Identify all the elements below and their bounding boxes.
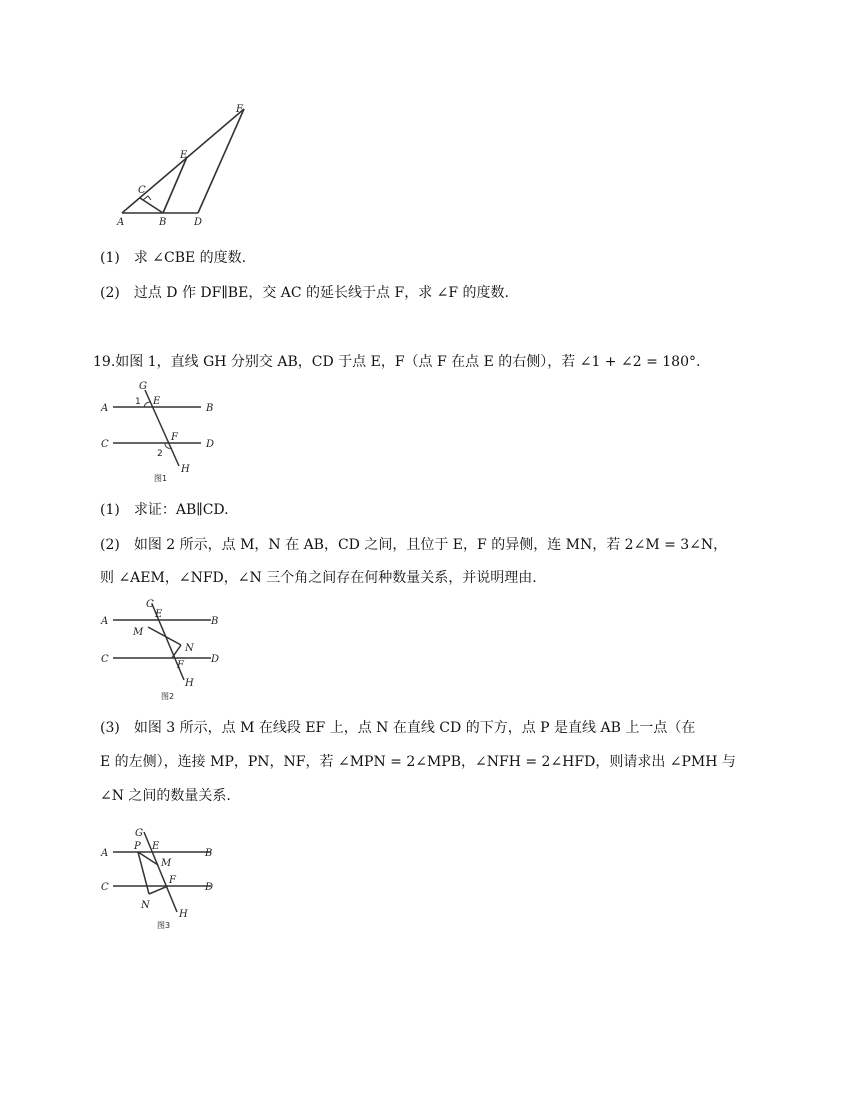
q19-part1: (1) 求证：AB∥CD. xyxy=(100,502,229,518)
label-M: M xyxy=(133,627,144,638)
label-H: H xyxy=(181,464,190,475)
label-D: D xyxy=(205,882,214,893)
figure-3-svg xyxy=(97,824,227,934)
label-E: E xyxy=(155,609,163,620)
q19-stem: 19.如图 1，直线 GH 分别交 AB，CD 于点 E，F（点 F 在点 E 的右侧），若 ∠1 + ∠2 = 180°. xyxy=(93,354,701,370)
q19-part3-line2: E 的左侧），连接 MP，PN，NF，若 ∠MPN = 2∠MPB，∠NFH = 2∠HFD，则请求出 ∠PMH 与 xyxy=(100,754,736,770)
label-D: D xyxy=(211,654,220,665)
label-F: F xyxy=(169,875,176,886)
label-B: B xyxy=(211,616,219,627)
label-E: E xyxy=(153,396,161,407)
label-F: F xyxy=(171,432,178,443)
figure-3-caption: 图3 xyxy=(157,921,171,930)
figure-3 xyxy=(97,824,227,934)
q19-part2-line2: 则 ∠AEM，∠NFD，∠N 三个角之间存在何种数量关系，并说明理由. xyxy=(100,570,537,586)
q19-part3-line1: (3) 如图 3 所示，点 M 在线段 EF 上，点 N 在直线 CD 的下方，点 P 是直线 AB 上一点（在 xyxy=(100,720,696,736)
label-A: A xyxy=(101,848,109,859)
figure-triangle xyxy=(110,100,260,230)
figure-2-svg xyxy=(97,596,227,704)
label-A: A xyxy=(117,217,125,228)
label-G: G xyxy=(139,381,147,392)
label-B: B xyxy=(206,403,214,414)
label-F: F xyxy=(177,660,184,671)
label-G: G xyxy=(135,828,143,839)
figure-1 xyxy=(97,378,227,483)
label-H: H xyxy=(185,678,194,689)
label-N: N xyxy=(141,900,150,911)
label-C: C xyxy=(101,882,109,893)
label-B: B xyxy=(159,217,167,228)
label-H: H xyxy=(179,909,188,920)
q18-part1: (1) 求 ∠CBE 的度数. xyxy=(100,250,247,266)
label-G: G xyxy=(146,599,154,610)
label-N: N xyxy=(185,643,194,654)
label-angle-1: 1 xyxy=(135,397,141,407)
label-D: D xyxy=(194,217,203,228)
label-M: M xyxy=(161,858,172,869)
label-C: C xyxy=(101,654,109,665)
label-E: E xyxy=(152,841,160,852)
label-D: D xyxy=(206,439,215,450)
label-A: A xyxy=(101,616,109,627)
label-A: A xyxy=(101,403,109,414)
label-E: E xyxy=(180,150,188,161)
q19-part2-line1: (2) 如图 2 所示，点 M，N 在 AB，CD 之间，且位于 E，F 的异侧，连 MN，若 2∠M = 3∠N， xyxy=(100,537,728,553)
label-P: P xyxy=(134,841,141,852)
label-F: F xyxy=(236,104,243,115)
figure-1-caption: 图1 xyxy=(154,474,168,483)
label-C: C xyxy=(138,185,146,196)
label-B: B xyxy=(205,848,213,859)
figure-2-caption: 图2 xyxy=(161,692,175,701)
q18-part2: (2) 过点 D 作 DF∥BE，交 AC 的延长线于点 F，求 ∠F 的度数. xyxy=(100,285,509,301)
q19-part3-line3: ∠N 之间的数量关系. xyxy=(100,788,231,804)
label-angle-2: 2 xyxy=(157,449,163,459)
figure-triangle-svg xyxy=(110,100,260,230)
figure-1-svg xyxy=(97,378,227,483)
figure-2 xyxy=(97,596,227,704)
label-C: C xyxy=(101,439,109,450)
